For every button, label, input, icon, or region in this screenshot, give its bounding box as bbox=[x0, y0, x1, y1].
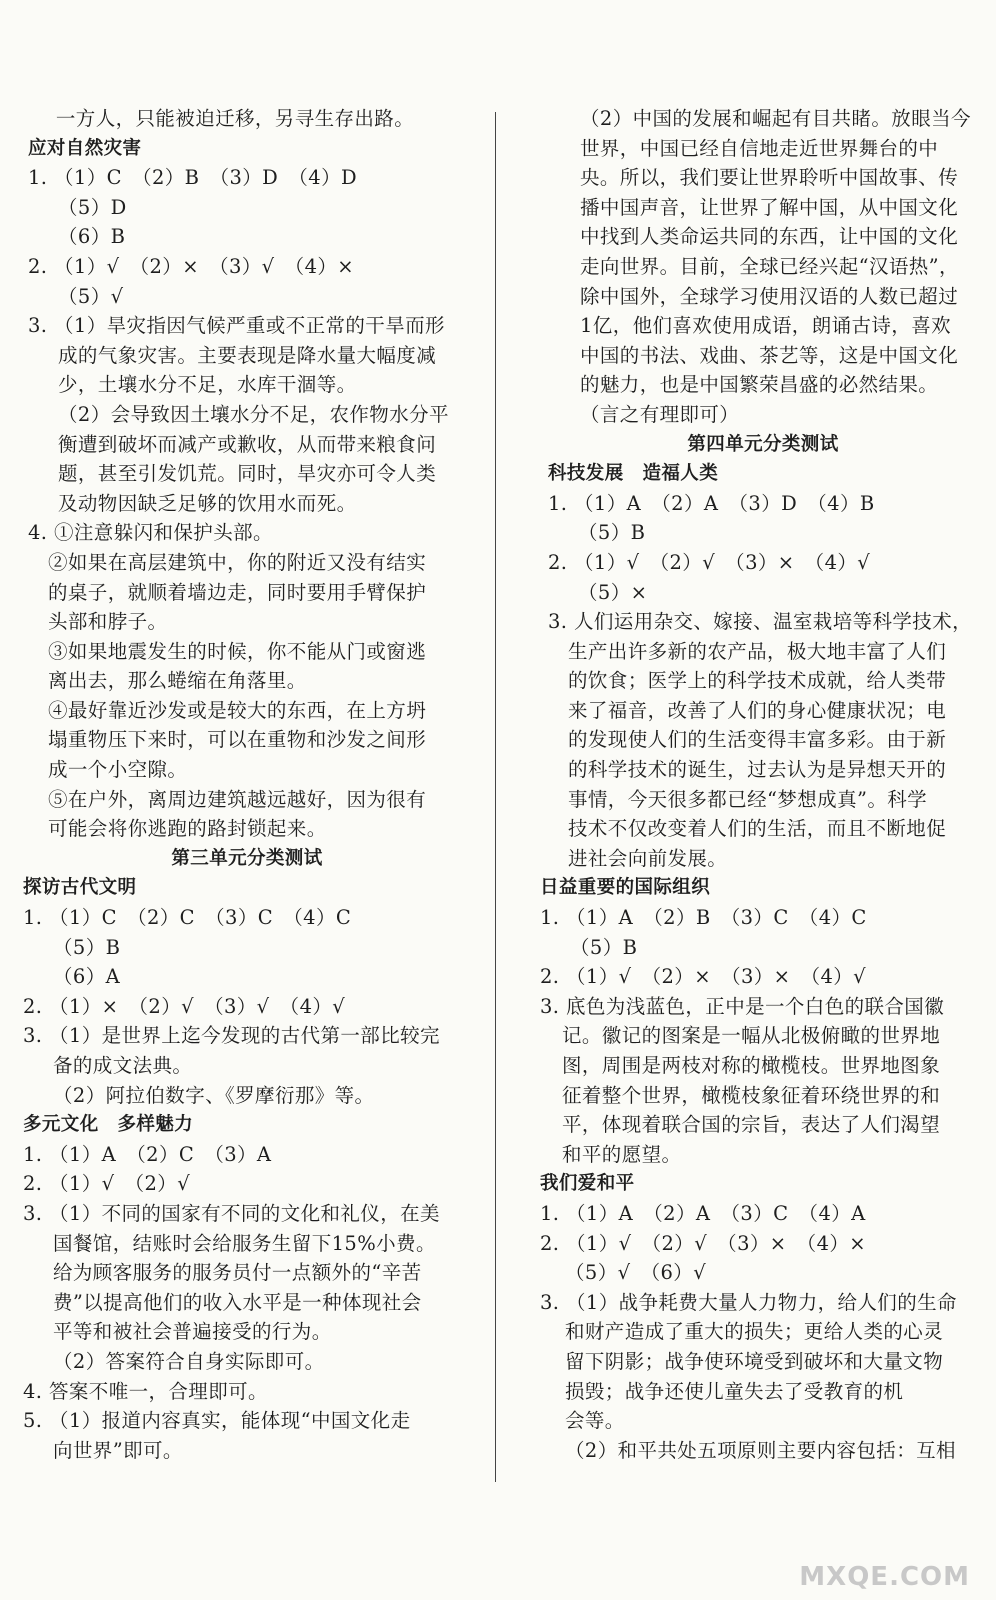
text-line: （5）√ bbox=[58, 284, 124, 308]
text-line: 的饮食；医学上的科学技术成就，给人类带 bbox=[568, 669, 947, 693]
section-heading: 第四单元分类测试 bbox=[687, 433, 839, 455]
text-line: 和平的愿望。 bbox=[562, 1142, 682, 1166]
text-line: 3. 底色为浅蓝色，正中是一个白色的联合国徽 bbox=[540, 994, 945, 1018]
text-line: 3. （1）不同的国家有不同的文化和礼仪，在美 bbox=[23, 1201, 440, 1225]
text-line: 的科学技术的诞生，过去认为是异想天开的 bbox=[568, 758, 947, 782]
text-line: 和财产造成了重大的损失；更给人类的心灵 bbox=[565, 1320, 944, 1344]
text-line: 3. （1）战争耗费大量人力物力，给人们的生命 bbox=[540, 1290, 957, 1314]
text-line: 3. （1）旱灾指因气候严重或不正常的干旱而形 bbox=[28, 314, 445, 338]
text-line: （2）阿拉伯数字、《罗摩衍那》等。 bbox=[53, 1083, 375, 1107]
section-heading: 科技发展 造福人类 bbox=[548, 463, 719, 485]
text-line: （言之有理即可） bbox=[580, 402, 740, 426]
text-line: 世界，中国已经自信地走近世界舞台的中 bbox=[580, 136, 939, 160]
text-line: 的魅力，也是中国繁荣昌盛的必然结果。 bbox=[580, 373, 939, 397]
section-heading: 日益重要的国际组织 bbox=[540, 877, 711, 899]
text-line: 的桌子，就顺着墙边走，同时要用手臂保护 bbox=[48, 580, 427, 604]
text-line: 向世界”即可。 bbox=[53, 1438, 183, 1462]
section-heading: 我们爱和平 bbox=[540, 1173, 635, 1195]
text-line: 少，土壤水分不足，水库干涸等。 bbox=[58, 373, 357, 397]
text-line: 3. （1）是世界上迄今发现的古代第一部比较完 bbox=[23, 1024, 440, 1048]
text-line: 5. （1）报道内容真实，能体现“中国文化走 bbox=[23, 1409, 411, 1433]
text-line: 2. （1）√ （2）× （3）× （4）√ bbox=[540, 965, 867, 989]
text-line: 1. （1）A （2）C （3）A bbox=[23, 1142, 272, 1166]
text-line: （2）会导致因土壤水分不足，农作物水分平 bbox=[58, 402, 449, 426]
text-line: 离出去，那么蜷缩在角落里。 bbox=[48, 669, 307, 693]
text-line: 中找到人类命运共同的东西，让中国的文化 bbox=[580, 225, 959, 249]
text-line: （5）B bbox=[53, 935, 121, 959]
text-line: 国餐馆，结账时会给服务生留下15%小费。 bbox=[53, 1231, 436, 1255]
text-line: 及动物因缺乏足够的饮用水而死。 bbox=[58, 491, 357, 515]
watermark-logo: MXQE.COM bbox=[799, 1562, 970, 1592]
text-line: 图，周围是两枝对称的橄榄枝。世界地图象 bbox=[562, 1054, 941, 1077]
text-line: 记。徽记的图案是一幅从北极俯瞰的世界地 bbox=[562, 1024, 941, 1048]
section-heading: 第三单元分类测试 bbox=[171, 847, 323, 869]
text-line: 头部和脖子。 bbox=[48, 610, 168, 634]
text-line: 给为顾客服务的服务员付一点额外的“辛苦 bbox=[53, 1261, 422, 1285]
text-line: 4. ①注意躲闪和保护头部。 bbox=[28, 521, 273, 545]
text-line: （2）中国的发展和崛起有目共睹。放眼当今 bbox=[580, 107, 971, 130]
left-column bbox=[18, 104, 476, 1465]
right-column bbox=[540, 104, 986, 1465]
text-line: 央。所以，我们要让世界聆听中国故事、传 bbox=[580, 166, 959, 190]
text-line: ②如果在高层建筑中，你的附近又没有结实 bbox=[48, 550, 427, 574]
text-line: 会等。 bbox=[565, 1409, 625, 1433]
text-line: 技术不仅改变着人们的生活，而且不断地促 bbox=[568, 817, 947, 841]
text-line: 可能会将你逃跑的路封锁起来。 bbox=[48, 817, 327, 841]
text-line: 3. 人们运用杂交、嫁接、温室栽培等科学技术， bbox=[548, 610, 973, 634]
text-line: 征着整个世界，橄榄枝象征着环绕世界的和 bbox=[562, 1083, 941, 1107]
text-line: 走向世界。目前，全球已经兴起“汉语热”， bbox=[580, 254, 959, 278]
text-line: （2）答案符合自身实际即可。 bbox=[53, 1349, 325, 1373]
text-line: 1. （1）C （2）B （3）D （4）D bbox=[28, 166, 357, 190]
text-line: 一方人，只能被迫迁移，另寻生存出路。 bbox=[36, 107, 415, 130]
text-line: （5）D bbox=[58, 195, 127, 219]
text-line: 1. （1）A （2）A （3）C （4）A bbox=[540, 1201, 866, 1225]
text-line: 1. （1）C （2）C （3）C （4）C bbox=[23, 906, 352, 930]
text-line: 事情，今天很多都已经“梦想成真”。科学 bbox=[568, 787, 928, 811]
text-line: 进社会向前发展。 bbox=[568, 846, 728, 870]
text-line: 生产出许多新的农产品，极大地丰富了人们 bbox=[568, 639, 947, 663]
text-line: 2. （1）√ （2）√ （3）× （4）√ bbox=[548, 550, 871, 574]
text-line: 播中国声音，让世界了解中国，从中国文化 bbox=[580, 195, 959, 219]
text-line: 备的成文法典。 bbox=[53, 1054, 193, 1077]
text-line: ⑤在户外，离周边建筑越远越好，因为很有 bbox=[48, 787, 427, 811]
text-line: 除中国外，全球学习使用汉语的人数已超过 bbox=[580, 284, 959, 308]
section-heading: 探访古代文明 bbox=[23, 877, 137, 899]
text-line: 平等和被社会普遍接受的行为。 bbox=[53, 1320, 332, 1344]
text-line: 塌重物压下来时，可以在重物和沙发之间形 bbox=[48, 728, 427, 752]
text-line: （5）× bbox=[578, 580, 648, 604]
text-line: （6）A bbox=[53, 965, 121, 989]
text-line: 中国的书法、戏曲、茶艺等，这是中国文化 bbox=[580, 343, 959, 367]
section-heading: 应对自然灾害 bbox=[28, 137, 142, 159]
text-line: 1. （1）A （2）B （3）C （4）C bbox=[540, 906, 867, 930]
text-line: 题，甚至引发饥荒。同时，旱灾亦可令人类 bbox=[58, 462, 437, 486]
section-heading: 多元文化 多样魅力 bbox=[23, 1114, 194, 1136]
text-line: 留下阴影；战争使环境受到破坏和大量文物 bbox=[565, 1349, 944, 1373]
text-line: 衡遭到破坏而减产或歉收，从而带来粮食问 bbox=[58, 432, 437, 456]
text-line: 1. （1）A （2）A （3）D （4）B bbox=[548, 491, 875, 515]
text-line: 2. （1）√ （2）√ bbox=[23, 1172, 191, 1196]
text-line: ④最好靠近沙发或是较大的东西，在上方坍 bbox=[48, 698, 427, 722]
text-line: 的发现使人们的生活变得丰富多彩。由于新 bbox=[568, 728, 947, 752]
text-line: 2. （1）√ （2）√ （3）× （4）× bbox=[540, 1231, 867, 1255]
text-line: （5）B bbox=[570, 935, 638, 959]
text-line: 平，体现着联合国的宗旨，表达了人们渴望 bbox=[562, 1113, 941, 1137]
text-line: 费”以提高他们的收入水平是一种体现社会 bbox=[53, 1290, 422, 1314]
text-line: （5）√ （6）√ bbox=[565, 1261, 707, 1285]
text-line: 成一个小空隙。 bbox=[48, 758, 188, 782]
text-line: （5）B bbox=[578, 521, 646, 545]
text-line: 1亿，他们喜欢使用成语，朗诵古诗，喜欢 bbox=[580, 314, 952, 338]
text-line: 2. （1）√ （2）× （3）√ （4）× bbox=[28, 254, 355, 278]
text-line: （6）B bbox=[58, 225, 126, 249]
text-line: ③如果地震发生的时候，你不能从门或窗逃 bbox=[48, 639, 427, 663]
text-line: 损毁；战争还使儿童失去了受教育的机 bbox=[565, 1379, 904, 1403]
text-line: 2. （1）× （2）√ （3）√ （4）√ bbox=[23, 994, 346, 1018]
column-divider bbox=[495, 112, 496, 1482]
text-line: 来了福音，改善了人们的身心健康状况；电 bbox=[568, 698, 947, 722]
text-line: 4. 答案不唯一，合理即可。 bbox=[23, 1379, 268, 1403]
text-line: （2）和平共处五项原则主要内容包括：互相 bbox=[565, 1438, 956, 1462]
text-line: 成的气象灾害。主要表现是降水量大幅度减 bbox=[58, 343, 437, 367]
